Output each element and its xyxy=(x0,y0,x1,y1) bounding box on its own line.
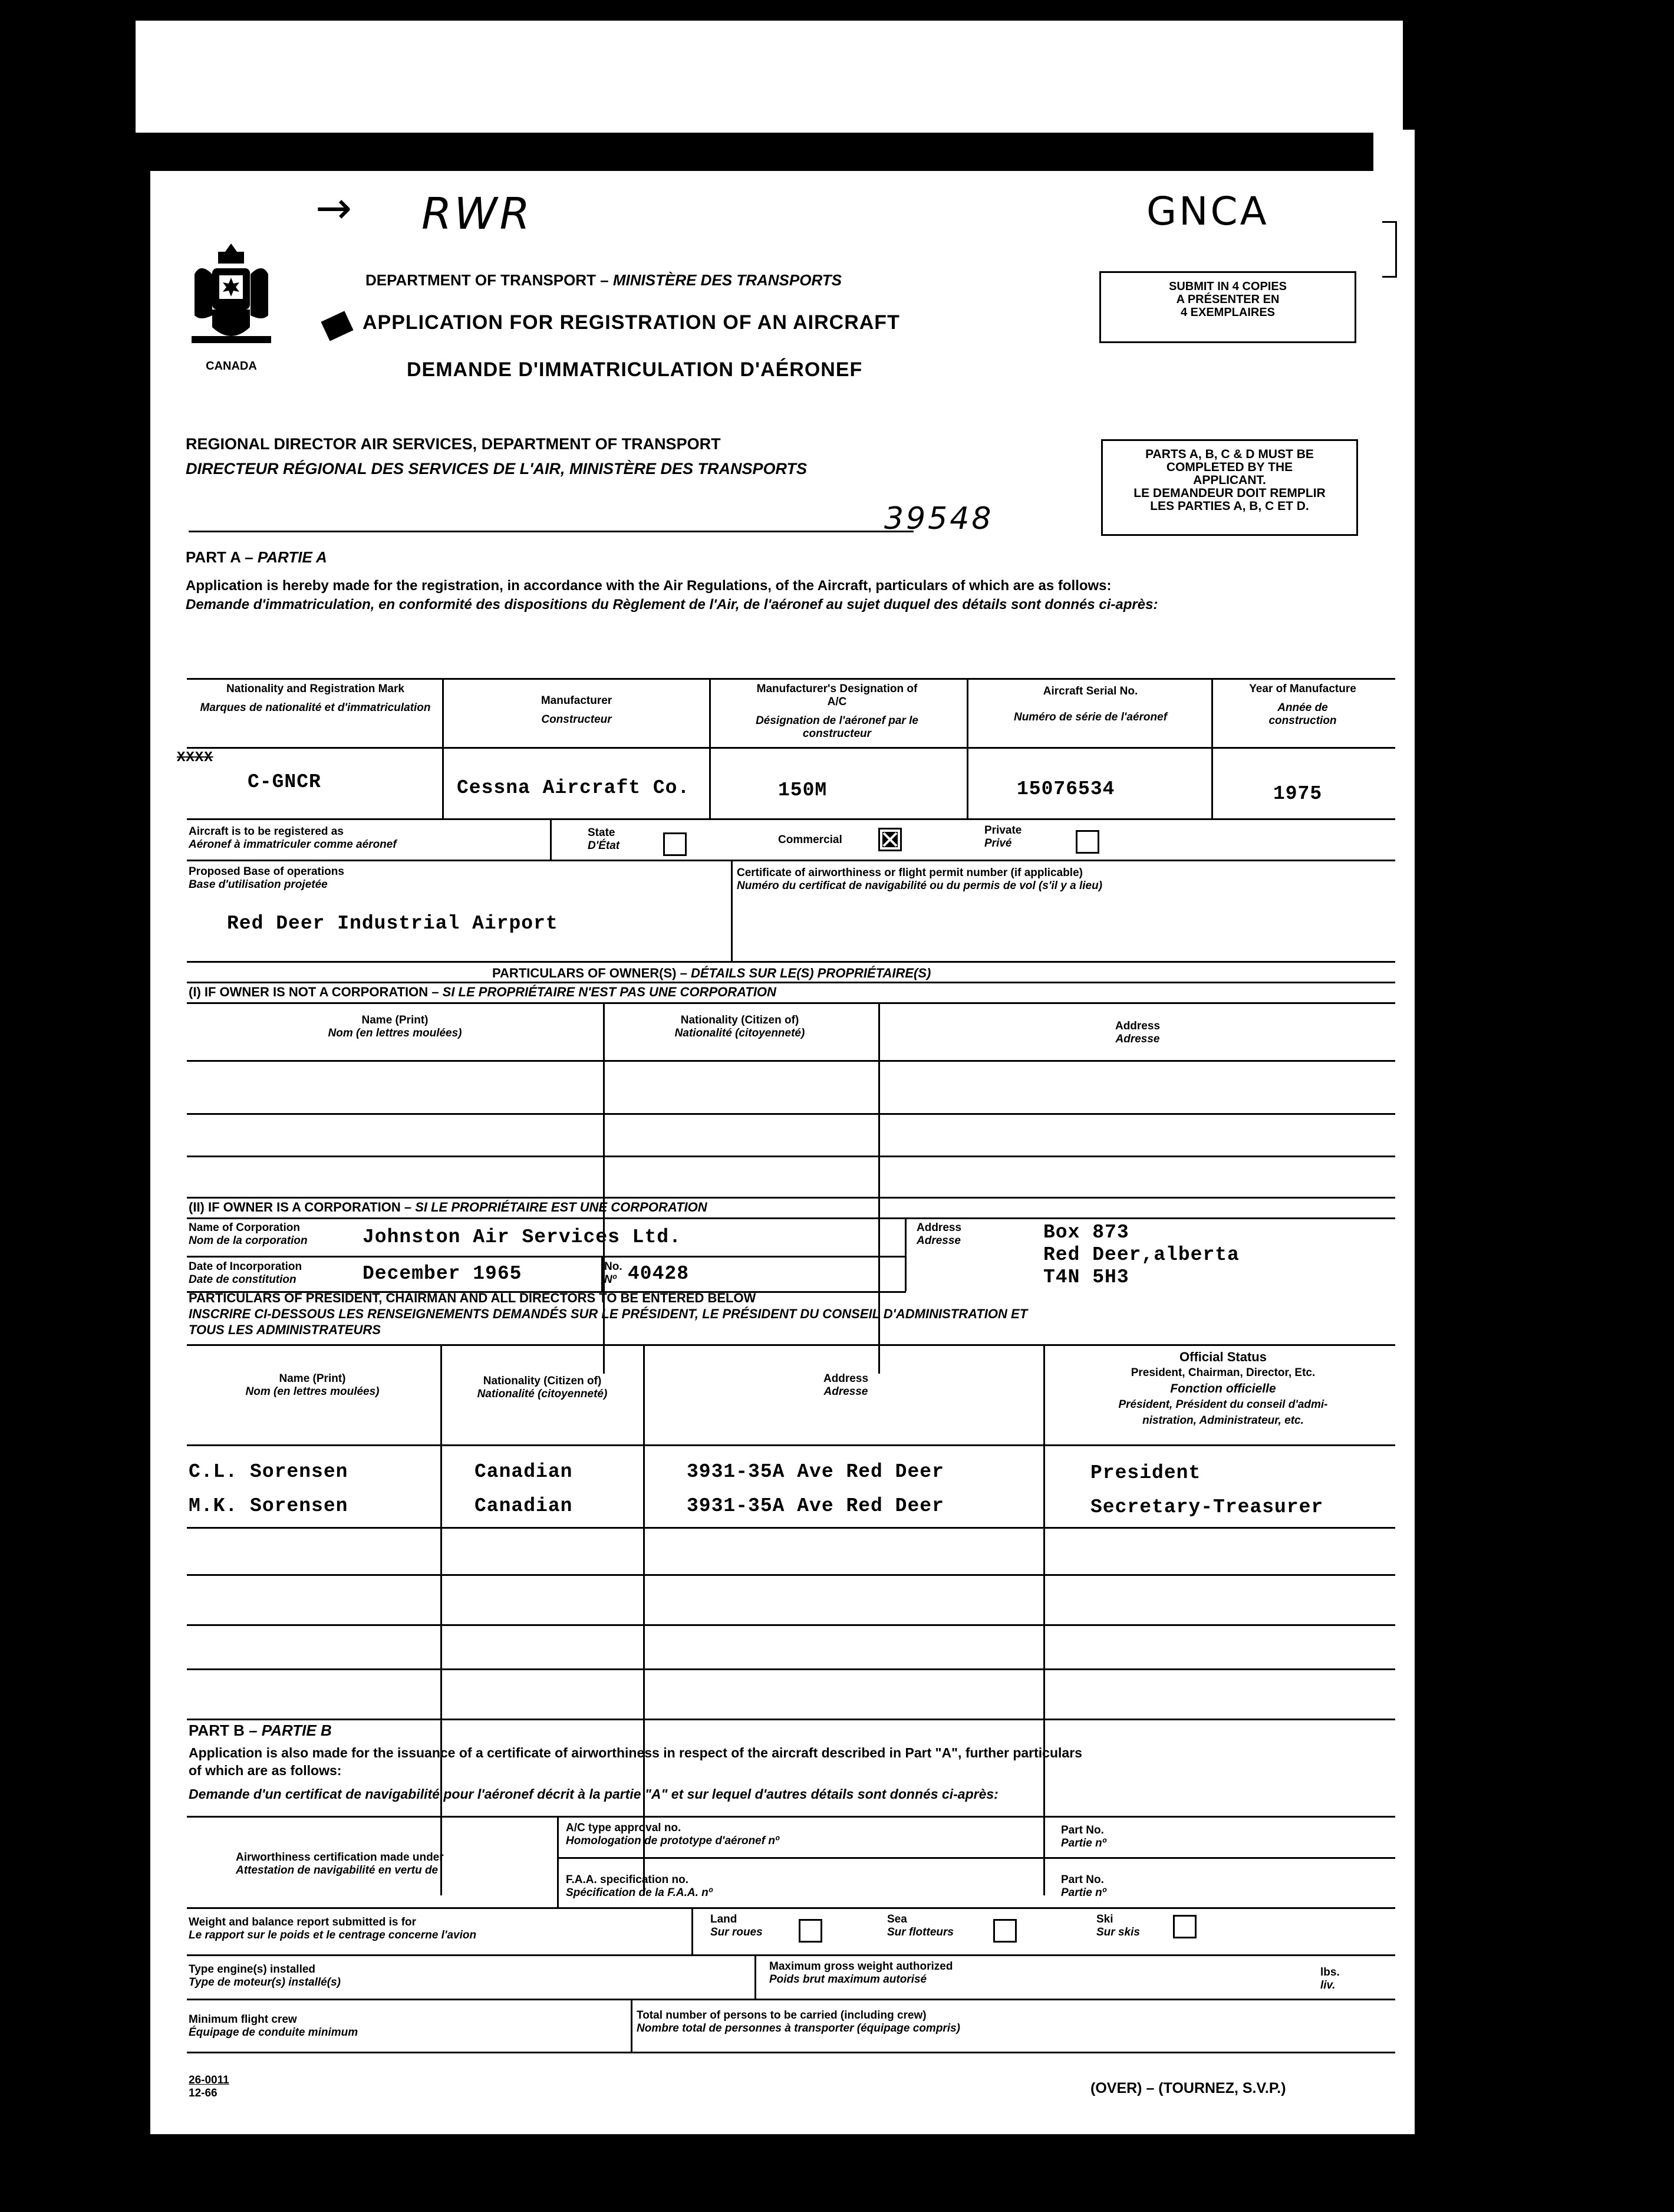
state-label xyxy=(588,827,619,852)
weight-divider xyxy=(691,1907,693,1954)
handwritten-initials: RWR xyxy=(421,189,533,239)
engine-label xyxy=(189,1963,341,1989)
engine-fr: Type de moteur(s) installé(s) xyxy=(189,1976,341,1989)
corp-heading: (II) IF OWNER IS A CORPORATION – SI LE PROPRIÉTAIRE EST UNE CORPORATION xyxy=(189,1200,707,1214)
owner-row-rule xyxy=(187,1060,1395,1062)
corp-no-value: 40428 xyxy=(628,1263,690,1285)
weight-label xyxy=(189,1916,476,1942)
faa-label xyxy=(566,1874,713,1900)
persons-en: Total number of persons to be carried (including crew) xyxy=(637,2009,927,2022)
dir-col-name-fr: Nom (en lettres moulées) xyxy=(245,1385,380,1398)
director-2-address: 3931-35A Ave Red Deer xyxy=(687,1495,944,1517)
part-a-intro-en: Application is hereby made for the registration, in accordance with the Air Regulations, of the Aircraft, particulars of which are as follows: xyxy=(186,578,1112,594)
form-title-fr: DEMANDE D'IMMATRICULATION D'AÉRONEF xyxy=(407,358,863,381)
max-weight-label xyxy=(769,1960,953,1986)
part-no-fr-1: Partie nº xyxy=(1061,1837,1106,1849)
private-label xyxy=(984,824,1021,850)
director-1-nationality: Canadian xyxy=(474,1461,573,1483)
owner-col-nationality xyxy=(604,1014,875,1040)
corp-name-value: Johnston Air Services Ltd. xyxy=(363,1226,681,1248)
director-1-address: 3931-35A Ave Red Deer xyxy=(687,1461,944,1483)
corp-en: (II) IF OWNER IS A CORPORATION xyxy=(189,1200,401,1214)
owner-col-address-fr: Adresse xyxy=(1115,1033,1160,1045)
registered-as-fr: Aéronef à immatriculer comme aéronef xyxy=(189,838,397,851)
year-value: 1975 xyxy=(1273,783,1323,805)
ink-blot xyxy=(321,311,353,341)
state-fr: D'État xyxy=(588,840,620,852)
parts-note-3: APPLICANT. xyxy=(1193,473,1266,487)
manufacturer-value: Cessna Aircraft Co. xyxy=(457,777,690,799)
part-b-intro-fr: Demande d'un certificat de navigabilité pour l'aéronef décrit à la partie "A" et sur lequel d'autres détails sont donnés ci-après: xyxy=(189,1786,999,1802)
director-2-name: M.K. Sorensen xyxy=(189,1495,348,1517)
dir-row-rule xyxy=(187,1668,1395,1670)
edge-bracket xyxy=(1382,221,1397,278)
cert-under-label xyxy=(236,1851,444,1877)
dir-col-status-l2: President, Chairman, Director, Etc. xyxy=(1131,1367,1316,1379)
private-checkbox[interactable] xyxy=(1076,830,1099,854)
ski-en: Ski xyxy=(1096,1913,1113,1925)
persons-label xyxy=(637,2009,960,2035)
corp-address-en: Address xyxy=(917,1222,962,1234)
parts-note-5: LES PARTIES A, B, C ET D. xyxy=(1150,499,1309,513)
owner-col-address xyxy=(881,1020,1394,1046)
sea-en: Sea xyxy=(887,1913,907,1925)
weight-bottom-rule xyxy=(187,1954,1395,1956)
ski-label xyxy=(1096,1913,1140,1939)
part-no-fr-2: Partie nº xyxy=(1061,1887,1106,1899)
dir-row-rule xyxy=(187,1719,1395,1720)
owner-col-name-fr: Nom (en lettres moulées) xyxy=(328,1027,462,1039)
dir-divider-3 xyxy=(1043,1344,1045,1895)
directors-note-fr-1: INSCRIRE CI-DESSOUS LES RENSEIGNEMENTS DEMANDÉS SUR LE PRÉSIDENT, LE PRÉSIDENT DU CONSEIL D'ADMINISTRATION ET xyxy=(189,1306,1028,1321)
certificate-fr: Numéro du certificat de navigabilité ou du permis de vol (s'il y a lieu) xyxy=(737,880,1103,892)
crew-divider xyxy=(631,1999,632,2052)
corp-no-en: No. xyxy=(604,1260,622,1273)
col-year-en: Year of Manufacture xyxy=(1249,683,1356,695)
sea-checkbox[interactable] xyxy=(993,1919,1017,1943)
part-no-label-1 xyxy=(1061,1824,1106,1850)
incorp-date-value: December 1965 xyxy=(363,1263,522,1285)
owners-rule xyxy=(187,982,1395,983)
corp-address-label xyxy=(917,1222,961,1247)
incorp-date-fr: Date de constitution xyxy=(189,1273,296,1286)
dir-col-name xyxy=(189,1372,436,1398)
corp-address-divider xyxy=(905,1217,907,1291)
corp-name-fr: Nom de la corporation xyxy=(189,1235,308,1247)
max-weight-unit-fr: liv. xyxy=(1320,1979,1336,1992)
base-value: Red Deer Industrial Airport xyxy=(227,913,558,934)
directors-note-en: PARTICULARS OF PRESIDENT, CHAIRMAN AND ALL DIRECTORS TO BE ENTERED BELOW xyxy=(189,1291,756,1305)
submit-line-3: 4 EXEMPLAIRES xyxy=(1180,306,1276,319)
max-weight-unit-en: lbs. xyxy=(1320,1966,1340,1979)
commercial-label: Commercial xyxy=(778,834,842,846)
dir-col-name-en: Name (Print) xyxy=(279,1372,346,1385)
part-b-heading: PART B – PARTIE B xyxy=(189,1721,332,1739)
parts-note-4: LE DEMANDEUR DOIT REMPLIR xyxy=(1133,486,1326,500)
col-designation-header xyxy=(752,683,922,740)
registration-form xyxy=(150,171,1400,2134)
corp-address-fr: Adresse xyxy=(917,1235,961,1247)
owner-col-nationality-en: Nationality (Citizen of) xyxy=(680,1014,799,1026)
type-approval-label xyxy=(566,1822,779,1848)
part-a-intro-fr: Demande d'immatriculation, en conformité des dispositions du Règlement de l'Air, de l'aéronef au sujet duquel des détails sont donnés ci-après: xyxy=(186,597,1158,613)
dir-divider-1 xyxy=(440,1344,442,1895)
dir-row-rule xyxy=(187,1527,1395,1529)
cert-under-en: Airworthiness certification made under xyxy=(236,1851,444,1864)
corp-address-line-2: Red Deer,alberta xyxy=(1043,1244,1240,1266)
col-year-fr: Année de construction xyxy=(1268,702,1337,727)
dir-col-status-l3: Fonction officielle xyxy=(1170,1382,1276,1395)
crew-fr: Équipage de conduite minimum xyxy=(189,2026,358,2039)
col-serial-en: Aircraft Serial No. xyxy=(1043,685,1138,697)
sea-fr: Sur flotteurs xyxy=(887,1926,954,1938)
part-no-en-2: Part No. xyxy=(1061,1874,1104,1886)
weight-fr: Le rapport sur le poids et le centrage concerne l'avion xyxy=(189,1929,477,1941)
registered-bottom-rule xyxy=(187,860,1395,861)
faa-fr: Spécification de la F.A.A. nº xyxy=(566,1887,713,1899)
submit-line-2: A PRÉSENTER EN xyxy=(1176,293,1280,306)
corp-rule xyxy=(187,1217,1395,1219)
col-designation-fr: Désignation de l'aéronef par le constructeur xyxy=(756,715,918,740)
crew-bottom-rule xyxy=(187,2052,1395,2053)
part-a-title-fr: PARTIE A xyxy=(257,548,327,566)
dir-row-rule xyxy=(187,1574,1395,1576)
registered-divider xyxy=(550,818,552,860)
incorp-date-en: Date of Incorporation xyxy=(189,1260,302,1273)
commercial-checkbox[interactable] xyxy=(878,828,902,851)
director-1-status: President xyxy=(1090,1462,1201,1484)
col-registration-fr: Marques de nationalité et d'immatriculation xyxy=(200,702,431,714)
handwritten-mark: GNCA xyxy=(1146,189,1269,234)
private-fr: Privé xyxy=(984,837,1012,850)
over-label: (OVER) – (TOURNEZ, S.V.P.) xyxy=(1090,2080,1286,2096)
dir-col-address xyxy=(645,1372,1046,1398)
max-weight-fr: Poids brut maximum autorisé xyxy=(769,1973,927,1986)
dir-col-nationality-en: Nationality (Citizen of) xyxy=(483,1375,602,1387)
part-b-title-fr: PARTIE B xyxy=(261,1721,332,1739)
parts-note-2: COMPLETED BY THE xyxy=(1166,460,1293,474)
part-b-top-rule xyxy=(187,1816,1395,1818)
department-line: DEPARTMENT OF TRANSPORT – MINISTÈRE DES TRANSPORTS xyxy=(365,271,842,289)
corp-name-label xyxy=(189,1222,308,1247)
parts-note-box xyxy=(1101,439,1358,536)
corp-name-en: Name of Corporation xyxy=(189,1222,300,1234)
dir-col-status xyxy=(1052,1349,1394,1428)
crew-en: Minimum flight crew xyxy=(189,2013,297,2026)
dir-col-address-fr: Adresse xyxy=(823,1385,868,1398)
owner-row-rule xyxy=(187,1113,1395,1115)
corp-name-rule xyxy=(187,1256,906,1258)
col-manufacturer-en: Manufacturer xyxy=(541,694,612,707)
owner-row-rule xyxy=(187,1197,1395,1199)
corp-address-value xyxy=(1043,1222,1240,1289)
col-manufacturer-fr: Constructeur xyxy=(541,713,612,726)
director-2-status: Secretary-Treasurer xyxy=(1090,1496,1324,1518)
col-designation-en: Manufacturer's Designation of A/C xyxy=(756,683,918,708)
part-b-intro xyxy=(189,1744,1082,1803)
sea-label xyxy=(887,1913,954,1939)
land-fr: Sur roues xyxy=(710,1926,763,1938)
part-b-intro-en-1: Application is also made for the issuance of a certificate of airworthiness in respect of the aircraft described in Part "A", further particulars xyxy=(189,1745,1082,1760)
handwritten-arrow: → xyxy=(315,183,355,233)
canada-coat-of-arms-icon xyxy=(183,239,280,374)
cert-bottom-rule xyxy=(187,1907,1395,1909)
directors-table-top xyxy=(187,1344,1395,1346)
part-a-heading: PART A – PARTIE A xyxy=(186,548,327,566)
part-b-title: PART B xyxy=(189,1721,245,1739)
owners-title-en: PARTICULARS OF OWNER(S) xyxy=(492,966,677,980)
owners-title: PARTICULARS OF OWNER(S) – DÉTAILS SUR LE(S) PROPRIÉTAIRE(S) xyxy=(492,966,931,980)
owner-row-rule xyxy=(187,1156,1395,1157)
not-corp-en: (I) IF OWNER IS NOT A CORPORATION xyxy=(189,985,429,999)
col-year-header xyxy=(1247,683,1359,728)
director-2-nationality: Canadian xyxy=(474,1495,573,1517)
dir-divider-2 xyxy=(643,1344,645,1895)
faa-en: F.A.A. specification no. xyxy=(566,1874,688,1886)
checkbox-cross-icon xyxy=(880,830,900,850)
max-weight-unit xyxy=(1320,1966,1340,1992)
owners-title-fr: DÉTAILS SUR LE(S) PROPRIÉTAIRE(S) xyxy=(690,966,931,980)
certificate-en: Certificate of airworthiness or flight permit number (if applicable) xyxy=(737,867,1083,879)
cert-under-fr: Attestation de navigabilité en vertu de xyxy=(236,1864,439,1877)
corp-address-line-3: T4N 5H3 xyxy=(1043,1266,1129,1288)
crew-label xyxy=(189,2013,358,2039)
weight-en: Weight and balance report submitted is for xyxy=(189,1916,417,1928)
dir-col-status-l5: nistration, Administrateur, etc. xyxy=(1142,1414,1304,1427)
directors-note xyxy=(189,1290,1027,1338)
country-label: CANADA xyxy=(206,360,257,373)
form-title-en: APPLICATION FOR REGISTRATION OF AN AIRCRAFT xyxy=(363,311,900,334)
base-divider xyxy=(731,860,733,961)
land-en: Land xyxy=(710,1913,737,1925)
addressee-rule xyxy=(189,531,914,532)
form-number-value: 26-0011 xyxy=(189,2074,229,2086)
col-registration-en: Nationality and Registration Mark xyxy=(226,683,404,695)
cert-mid-rule xyxy=(558,1857,1395,1859)
dir-col-nationality xyxy=(442,1375,642,1401)
table-top-rule xyxy=(187,678,1395,680)
state-en: State xyxy=(588,827,615,839)
engine-divider xyxy=(754,1954,756,1999)
col-divider-4 xyxy=(1211,678,1213,819)
base-label xyxy=(189,865,344,891)
department-fr: MINISTÈRE DES TRANSPORTS xyxy=(612,271,842,289)
ski-checkbox[interactable] xyxy=(1173,1915,1197,1938)
registered-as-label xyxy=(189,825,519,851)
col-serial-fr: Numéro de série de l'aéronef xyxy=(1013,711,1168,723)
land-label xyxy=(710,1913,763,1939)
dir-col-address-en: Address xyxy=(823,1372,869,1385)
col-registration-header xyxy=(189,683,442,715)
col-serial-header xyxy=(1005,685,1176,724)
dir-col-nationality-fr: Nationalité (citoyenneté) xyxy=(477,1388,608,1400)
ski-fr: Sur skis xyxy=(1096,1926,1140,1938)
submit-line-1: SUBMIT IN 4 COPIES xyxy=(1168,280,1287,293)
table-header-rule xyxy=(187,747,1395,749)
addressee-en: REGIONAL DIRECTOR AIR SERVICES, DEPARTMENT OF TRANSPORT xyxy=(186,435,721,453)
land-checkbox[interactable] xyxy=(799,1919,822,1943)
type-approval-fr: Homologation de prototype d'aéronef nº xyxy=(566,1835,779,1847)
incorp-date-label xyxy=(189,1260,302,1286)
dir-col-status-l4: Président, Président du conseil d'admi- xyxy=(1118,1398,1328,1411)
serial-value: 15076534 xyxy=(1017,778,1115,800)
background-sheet xyxy=(136,21,1403,133)
not-corp-fr: SI LE PROPRIÉTAIRE N'EST PAS UNE CORPORATION xyxy=(442,985,776,999)
designation-value: 150M xyxy=(778,779,828,801)
certificate-label xyxy=(737,867,1102,893)
owner-col-address-en: Address xyxy=(1115,1020,1161,1032)
base-en: Proposed Base of operations xyxy=(189,865,344,878)
submit-copies-box xyxy=(1099,271,1356,343)
owner-col-name-en: Name (Print) xyxy=(361,1014,429,1026)
parts-note-1: PARTS A, B, C & D MUST BE xyxy=(1145,447,1314,461)
director-1-name: C.L. Sorensen xyxy=(189,1461,348,1483)
dir-col-status-l1: Official Status xyxy=(1179,1349,1267,1364)
base-bottom-rule xyxy=(187,961,1395,963)
col-divider-3 xyxy=(967,678,968,819)
cert-divider xyxy=(557,1816,559,1907)
max-weight-en: Maximum gross weight authorized xyxy=(769,1960,953,1973)
base-fr: Base d'utilisation projetée xyxy=(189,878,328,891)
corp-no-label xyxy=(604,1260,622,1286)
dir-header-rule xyxy=(187,1444,1395,1446)
part-b-intro-en-2: of which are as follows: xyxy=(189,1763,342,1778)
part-no-label-2 xyxy=(1061,1874,1106,1900)
addressee-fr: DIRECTEUR RÉGIONAL DES SERVICES DE L'AIR, MINISTÈRE DES TRANSPORTS xyxy=(186,460,808,478)
owner-col-nationality-fr: Nationalité (citoyenneté) xyxy=(674,1027,805,1039)
private-en: Private xyxy=(984,824,1022,837)
persons-fr: Nombre total de personnes à transporter (équipage compris) xyxy=(637,2022,960,2035)
struck-value: XXXX xyxy=(177,750,213,766)
corp-address-line-1: Box 873 xyxy=(1043,1222,1129,1243)
directors-note-fr-2: TOUS LES ADMINISTRATEURS xyxy=(189,1322,381,1337)
engine-en: Type engine(s) installed xyxy=(189,1963,316,1976)
state-checkbox[interactable] xyxy=(663,832,687,856)
registered-as-en: Aircraft is to be registered as xyxy=(189,825,344,838)
corp-no-divider xyxy=(601,1256,603,1291)
col-divider-2 xyxy=(709,678,711,819)
corp-no-fr: Nº xyxy=(604,1273,617,1286)
part-a-title: PART A xyxy=(186,548,240,566)
dir-row-rule xyxy=(187,1624,1395,1626)
type-approval-en: A/C type approval no. xyxy=(566,1822,681,1834)
handwritten-file-number: 39548 xyxy=(884,501,994,536)
corp-fr: SI LE PROPRIÉTAIRE EST UNE CORPORATION xyxy=(415,1200,707,1214)
owner-col-name xyxy=(189,1014,601,1040)
not-corp-heading: (I) IF OWNER IS NOT A CORPORATION – SI LE PROPRIÉTAIRE N'EST PAS UNE CORPORATION xyxy=(189,985,776,999)
form-number xyxy=(189,2074,229,2100)
part-no-en-1: Part No. xyxy=(1061,1824,1104,1836)
department-en: DEPARTMENT OF TRANSPORT xyxy=(365,271,596,289)
table-bottom-rule xyxy=(187,818,1395,820)
engine-bottom-rule xyxy=(187,1999,1395,2000)
form-date-value: 12-66 xyxy=(189,2087,218,2099)
owner-table-top xyxy=(187,1002,1395,1004)
col-manufacturer-header xyxy=(444,694,709,726)
registration-mark: C-GNCR xyxy=(248,771,321,793)
